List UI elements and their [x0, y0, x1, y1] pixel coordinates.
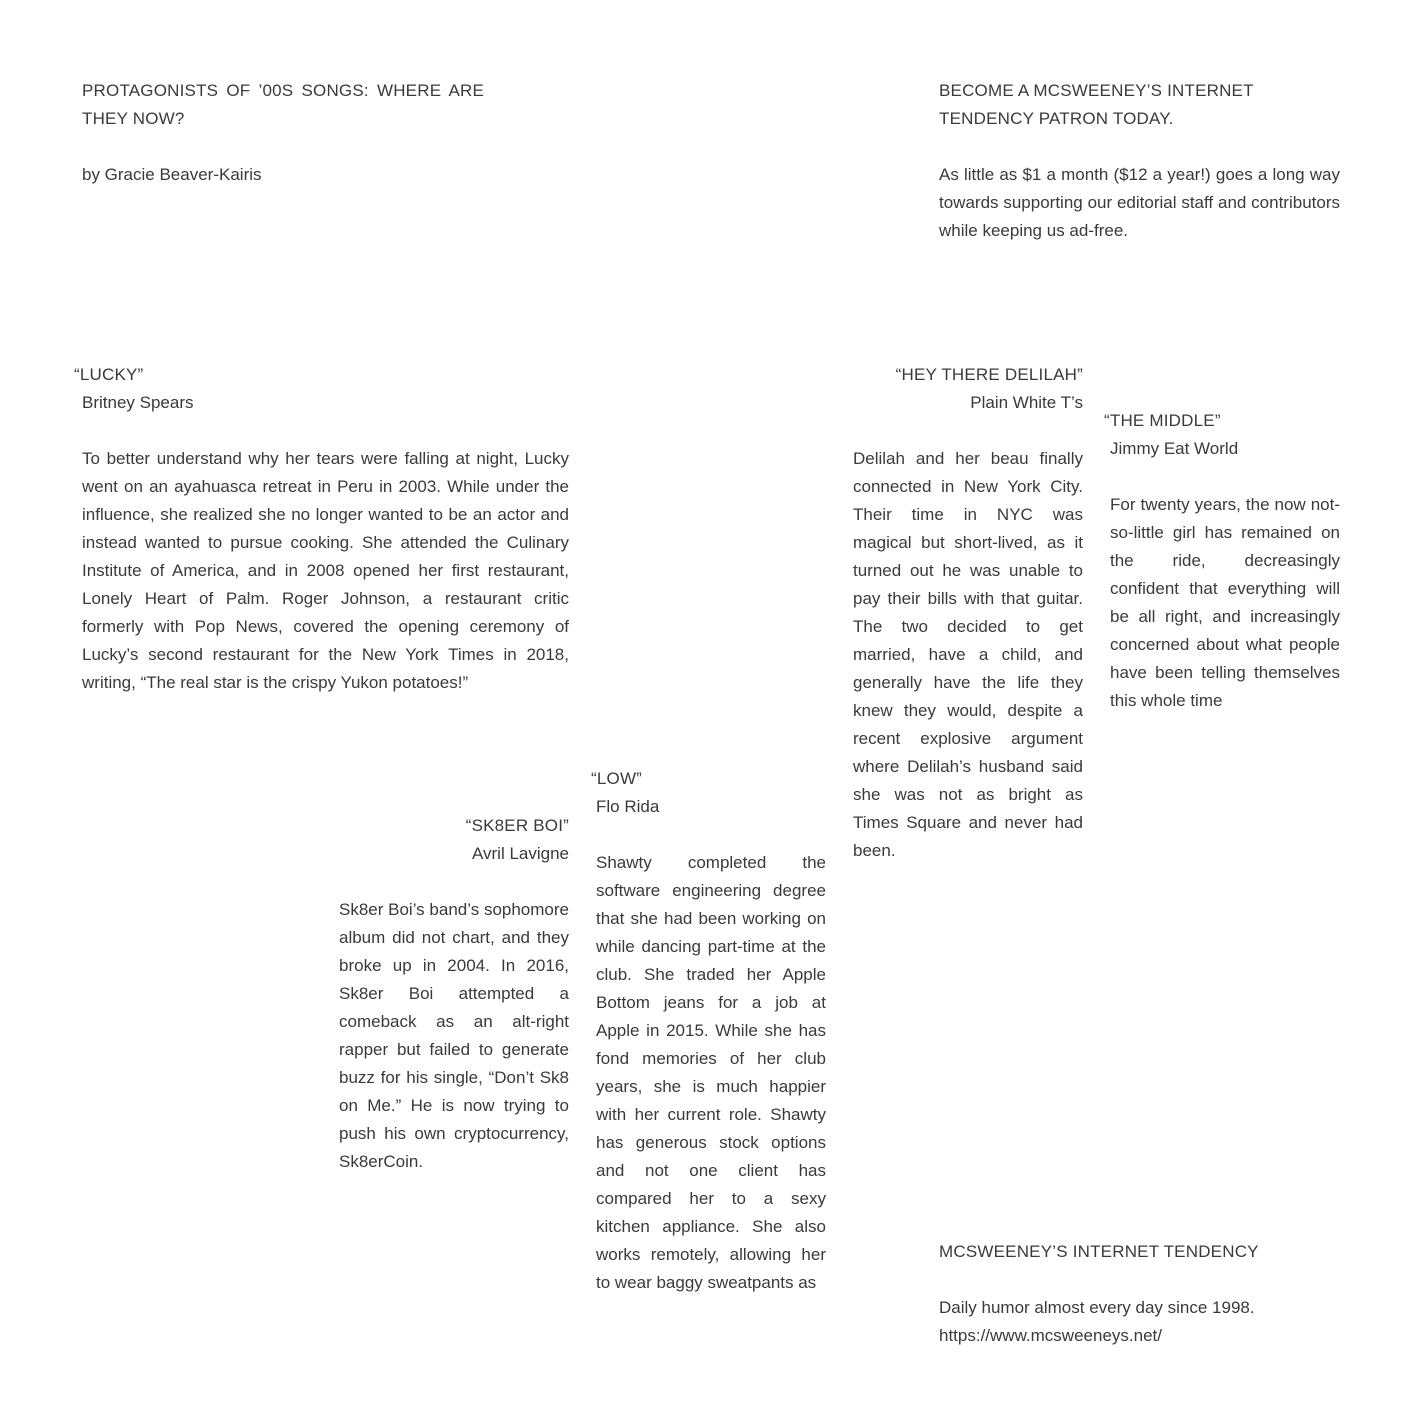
song-section-sk8er-boi	[339, 812, 569, 1176]
song-update-text: For twenty years, the now not-so-little girl has remained on the ride, decreasingly confident that everything will be all right, and increasingly concerned about what people have been telling themselves this whole time	[1110, 495, 1340, 710]
song-title: “THE MIDDLE”	[1104, 411, 1221, 430]
patron-heading[interactable]: BECOME A MCSWEENEY’S INTERNET TENDENCY PATRON TODAY.	[939, 81, 1254, 128]
song-artist: Plain White T’s	[970, 393, 1083, 412]
footer-url-link[interactable]: https://www.mcsweeneys.net/	[939, 1326, 1162, 1345]
song-update-text: Sk8er Boi’s band’s sophomore album did not chart, and they broke up in 2004. In 2016, Sk8er Boi attempted a comeback as an alt-right rapper but failed to generate buzz for his single, “Don’t Sk8 on Me.” He is now trying to push his own cryptocurrency, Sk8erCoin.	[339, 900, 569, 1171]
song-update-text: To better understand why her tears were falling at night, Lucky went on an ayahuasca retreat in Peru in 2003. While under the influence, she realized she no longer wanted to be an actor and instead wanted to pursue cooking. She attended the Culinary Institute of America, and in 2008 opened her first restaurant, Lonely Heart of Palm. Roger Johnson, a restaurant critic formerly with Pop News, covered the opening ceremony of Lucky’s second restaurant for the New York Times in 2018, writing, “The real star is the crispy Yukon potatoes!”	[82, 449, 569, 692]
song-title: “HEY THERE DELILAH”	[895, 365, 1083, 384]
article-header	[82, 77, 484, 189]
song-artist: Britney Spears	[82, 393, 194, 412]
song-section-the-middle	[1104, 407, 1340, 715]
song-artist: Avril Lavigne	[471, 844, 569, 863]
patron-promo	[939, 77, 1340, 245]
song-artist: Jimmy Eat World	[1110, 439, 1239, 458]
song-title: “LOW”	[591, 769, 643, 788]
song-section-hey-there-delilah	[853, 361, 1083, 865]
song-title: “LUCKY”	[74, 365, 144, 384]
site-footer	[939, 1238, 1340, 1350]
footer-heading: MCSWEENEY’S INTERNET TENDENCY	[939, 1242, 1259, 1261]
patron-pitch: As little as $1 a month ($12 a year!) goes a long way towards supporting our editorial staff and contributors while keeping us ad-free.	[939, 165, 1340, 240]
song-artist: Flo Rida	[596, 797, 660, 816]
song-section-lucky	[74, 361, 569, 697]
song-title: “SK8ER BOI”	[465, 816, 569, 835]
song-section-low	[591, 765, 826, 1297]
article-title: PROTAGONISTS OF ’00S SONGS: WHERE ARE THEY NOW?	[82, 81, 484, 128]
song-update-text: Shawty completed the software engineering degree that she had been working on while dancing part-time at the club. She traded her Apple Bottom jeans for a job at Apple in 2015. While she has fond memories of her club years, she is much happier with her current role. Shawty has generous stock options and not one client has compared her to a sexy kitchen appliance. She also works remotely, allowing her to wear baggy sweatpants as	[596, 853, 826, 1292]
footer-tagline: Daily humor almost every day since 1998.	[939, 1298, 1255, 1317]
song-update-text: Delilah and her beau finally connected in New York City. Their time in NYC was magical but short-lived, as it turned out he was unable to pay their bills with that guitar. The two decided to get married, have a child, and generally have the life they knew they would, despite a recent explosive argument where Delilah’s husband said she was not as bright as Times Square and never had been.	[853, 449, 1083, 860]
article-byline: by Gracie Beaver-Kairis	[82, 165, 262, 184]
